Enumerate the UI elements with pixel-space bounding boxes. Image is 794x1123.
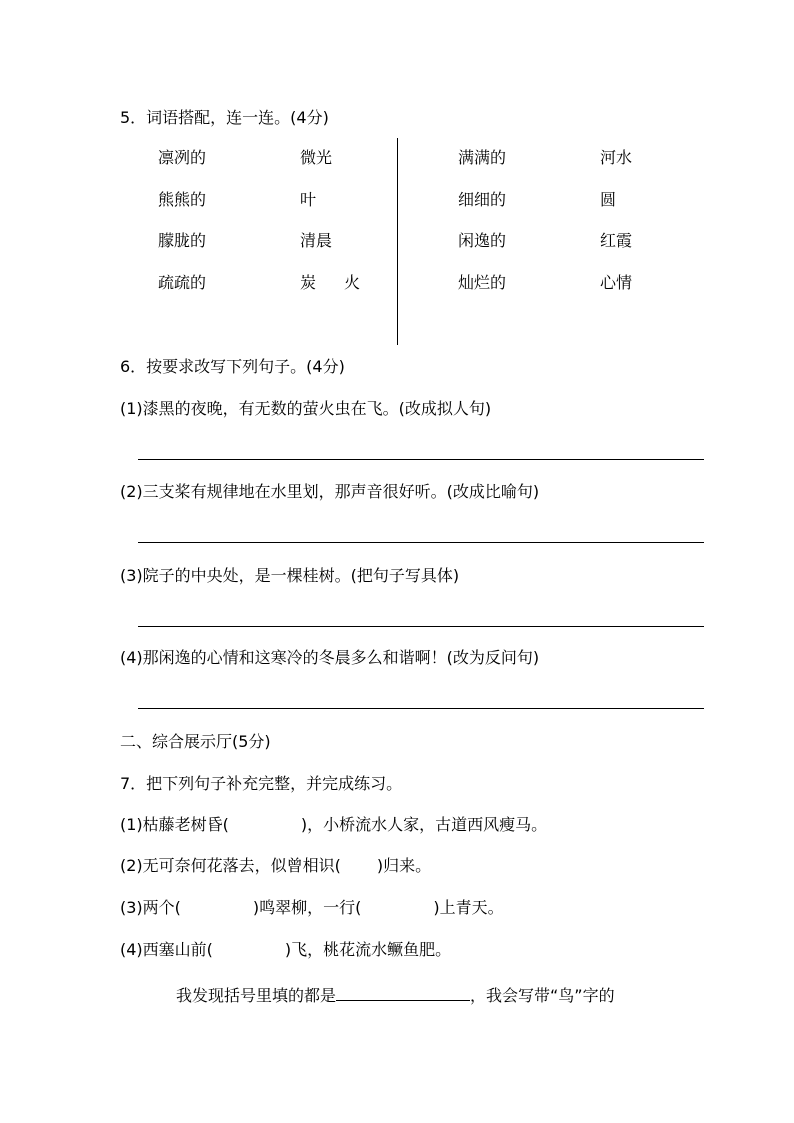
q7-finding-part-a: 我发现括号里填的都是 (176, 986, 337, 1005)
q7-line-1 (120, 815, 547, 835)
finding-blank[interactable] (336, 982, 470, 1001)
q7-line-4 (120, 940, 451, 960)
q5-left-adj-3: 朦胧的 (158, 231, 207, 250)
q7-line-3-part-a: (3)两个( (120, 898, 181, 917)
q7-line-2-part-b: )归来。 (376, 856, 432, 875)
section-2-title: 二、综合展示厅(5分) (120, 732, 271, 751)
q5-title: 5．词语搭配，连一连。(4分) (120, 108, 329, 127)
q7-title: 7．把下列句子补充完整，并完成练习。 (120, 774, 403, 793)
q7-finding-part-b: ，我会写带“鸟”字的 (470, 986, 615, 1005)
answer-line-3[interactable] (138, 626, 704, 627)
q7-line-4-part-b: )飞，桃花流水鳜鱼肥。 (284, 940, 452, 959)
q6-item-2: (2)三支桨有规律地在水里划，那声音很好听。(改成比喻句) (120, 482, 540, 501)
q7-line-1-part-a: (1)枯藤老树昏( (120, 815, 229, 834)
q7-line-4-part-a: (4)西塞山前( (120, 940, 213, 959)
q5-right-adj-3: 闲逸的 (458, 231, 507, 250)
q6-title: 6．按要求改写下列句子。(4分) (120, 357, 345, 376)
q7-line-2-part-a: (2)无可奈何花落去，似曾相识( (120, 856, 341, 875)
q5-right-noun-4: 心情 (600, 273, 633, 292)
q5-left-adj-4: 疏疏的 (158, 273, 207, 292)
q5-right-noun-2: 圆 (600, 190, 617, 209)
answer-line-2[interactable] (138, 542, 704, 543)
q5-left-noun-3: 清晨 (300, 231, 333, 250)
q7-line-3 (120, 898, 504, 918)
q5-left-noun-4: 炭 火 (300, 273, 367, 292)
q5-right-noun-3: 红霞 (600, 231, 633, 250)
q5-right-adj-2: 细细的 (458, 190, 507, 209)
q7-line-1-part-b: )，小桥流水人家，古道西风瘦马。 (300, 815, 548, 834)
q5-left-noun-2: 叶 (300, 190, 317, 209)
q5-left-adj-2: 熊熊的 (158, 190, 207, 209)
q6-item-4: (4)那闲逸的心情和这寒冷的冬晨多么和谐啊！(改为反问句) (120, 648, 540, 667)
q5-left-noun-1: 微光 (300, 148, 333, 167)
q5-right-noun-1: 河水 (600, 148, 633, 167)
q7-line-3-part-c: )上青天。 (433, 898, 504, 917)
q6-item-1: (1)漆黑的夜晚，有无数的萤火虫在飞。(改成拟人句) (120, 399, 492, 418)
answer-line-1[interactable] (138, 459, 704, 460)
column-divider (397, 138, 398, 345)
q5-right-adj-1: 满满的 (458, 148, 507, 167)
q6-item-3: (3)院子的中央处，是一棵桂树。(把句子写具体) (120, 566, 460, 585)
q5-right-adj-4: 灿烂的 (458, 273, 507, 292)
q7-line-3-part-b: )鸣翠柳，一行( (252, 898, 362, 917)
answer-line-4[interactable] (138, 708, 704, 709)
q7-line-2 (120, 856, 431, 876)
q7-finding (176, 982, 615, 1006)
q5-left-adj-1: 凛冽的 (158, 148, 207, 167)
